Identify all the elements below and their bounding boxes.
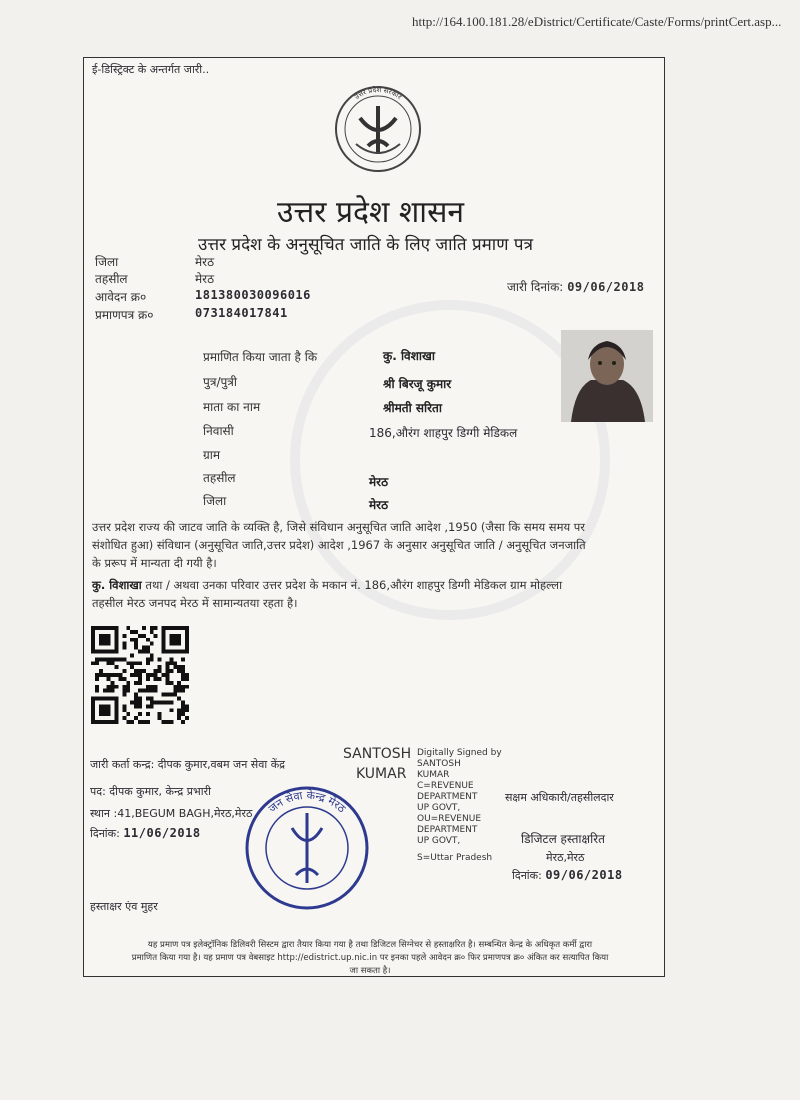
- mother-name: श्रीमती सरिता: [383, 401, 442, 415]
- resident-label: निवासी: [203, 424, 234, 438]
- dsig-line: UP GOVT,: [417, 803, 461, 813]
- issuer-place: स्थान :41,BEGUM BAGH,मेरठ,मेरठ: [90, 807, 253, 820]
- svg-text:उत्तर प्रदेश सरकार: उत्तर प्रदेश सरकार: [353, 85, 403, 102]
- caste-para-line3: के प्ररूप में मान्यता दी गयी है।: [92, 556, 217, 570]
- caste-para-line1: उत्तर प्रदेश राज्य की जाटव जाति के व्यक्ति है, जिसे संविधान अनुसूचित जाति आदेश ,1950 (जैसा कि समय समय पर: [92, 520, 586, 534]
- footer-line3: जा सकता है।: [349, 966, 391, 976]
- residence-line2: तहसील मेरठ जनपद मेरठ में सामान्यतया रहता है।: [92, 596, 298, 610]
- authority-date-value: 09/06/2018: [545, 868, 623, 882]
- issuer-designation: पद: दीपक कुमार, केन्द्र प्रभारी: [90, 785, 211, 798]
- digital-signature-block: [417, 748, 502, 864]
- issuer-date-label: दिनांक:: [90, 827, 120, 840]
- application-label: आवेदन क्र०: [95, 290, 147, 304]
- residence-name: कु. विशाखा: [92, 578, 142, 592]
- dsig-line: SANTOSH: [417, 759, 461, 769]
- dsig-line: DEPARTMENT: [417, 792, 478, 802]
- up-govt-emblem: [330, 84, 426, 174]
- issue-date: [507, 278, 644, 295]
- issued-under: ई-डिस्ट्रिक्ट के अन्तर्गत जारी..: [92, 63, 210, 76]
- caste-paragraph: [92, 518, 652, 572]
- issuer-date-value: 11/06/2018: [123, 826, 201, 840]
- district-value: मेरठ: [195, 255, 215, 269]
- district-label: जिला: [95, 255, 119, 269]
- authority-date-label: दिनांक:: [512, 869, 542, 882]
- footer-line1: यह प्रमाण पत्र इलेक्ट्रॉनिक डिलिवरी सिस्टम द्वारा तैयार किया गया है तथा डिजिटल सिग्नेचर से हस्ताक्षरित है। सम्बन्धित केन्द्र के अधिकृत कर्मी द्वारा: [147, 940, 593, 950]
- mother-label: माता का नाम: [203, 400, 261, 414]
- certificate-label: प्रमाणपत्र क्र०: [95, 308, 154, 322]
- issue-date-label: जारी दिनांक:: [507, 280, 564, 294]
- person-district-value: मेरठ: [369, 498, 389, 512]
- applicant-photo: [561, 330, 653, 422]
- footer-note: [90, 939, 650, 978]
- dsig-line: S=Uttar Pradesh: [417, 853, 493, 863]
- issuer-center: जारी कर्ता कन्द्र: दीपक कुमार,वबम जन सेवा केंद्र: [90, 758, 285, 771]
- qr-code: [90, 626, 190, 724]
- footer-line2: प्रमाणित किया गया है। यह प्रमाण पत्र वेबसाइट http://edistrict.up.nic.in पर इनका पहले आवेदन क्र० फिर प्रमाणपत्र क्र० अंकित कर सत्यापित किया: [131, 953, 609, 963]
- official-stamp: [242, 783, 372, 913]
- certified-label: प्रमाणित किया जाता है कि: [203, 350, 318, 364]
- residence-paragraph: [92, 576, 652, 612]
- browser-url: http://164.100.181.28/eDistrict/Certificate/Caste/Forms/printCert.asp...: [412, 14, 782, 29]
- svg-text:जन सेवा केन्द्र मेरठ: जन सेवा केन्द्र मेरठ: [266, 788, 349, 816]
- village-label: ग्राम: [203, 448, 221, 462]
- signature-label: हस्ताक्षर एंव मुहर: [90, 900, 158, 913]
- caste-para-line2: संशोधित हुआ) संविधान (अनुसूचित जाति,उत्तर प्रदेश) आदेश ,1967 के अनुसार अनुसूचित जाति / अनुसूचित जनजाति: [92, 538, 586, 552]
- resident-value: 186,औरंग शाहपुर डिग्गी मेडिकल: [369, 426, 518, 440]
- parent-label: पुत्र/पुत्री: [203, 375, 238, 389]
- issue-date-value: 09/06/2018: [567, 280, 645, 294]
- residence-line1: तथा / अथवा उनका परिवार उत्तर प्रदेश के मकान नं. 186,औरंग शाहपुर डिग्गी मेडिकल ग्राम मोहल्ला: [145, 578, 563, 592]
- issuer-date: [90, 826, 201, 841]
- certificate-no: 073184017841: [195, 306, 288, 320]
- authority-date: [512, 868, 623, 883]
- person-district-label: जिला: [203, 494, 227, 508]
- signer-name-line1: SANTOSH: [343, 746, 412, 762]
- authority-title: सक्षम अधिकारी/तहसीलदार: [505, 791, 614, 804]
- authority-signed: डिजिटल हस्ताक्षरित: [521, 832, 605, 846]
- dsig-line: DEPARTMENT: [417, 825, 478, 835]
- person-tehsil-label: तहसील: [203, 471, 236, 485]
- person-tehsil-value: मेरठ: [369, 475, 389, 489]
- authority-place: मेरठ,मेरठ: [546, 851, 585, 864]
- dsig-line: Digitally Signed by: [417, 748, 502, 758]
- dsig-line: C=REVENUE: [417, 781, 474, 791]
- government-title: उत्तर प्रदेश शासन: [277, 195, 465, 230]
- dsig-line: KUMAR: [417, 770, 450, 780]
- person-name: कु. विशाखा: [383, 349, 435, 363]
- signer-name-line2: KUMAR: [356, 766, 407, 782]
- dsig-line: UP GOVT,: [417, 836, 461, 846]
- application-no: 181380030096016: [195, 288, 311, 302]
- tehsil-label: तहसील: [95, 272, 128, 286]
- parent-name: श्री बिरजू कुमार: [383, 377, 452, 391]
- certificate-title: उत्तर प्रदेश के अनुसूचित जाति के लिए जाति प्रमाण पत्र: [198, 235, 533, 255]
- dsig-line: OU=REVENUE: [417, 814, 482, 824]
- tehsil-value: मेरठ: [195, 272, 215, 286]
